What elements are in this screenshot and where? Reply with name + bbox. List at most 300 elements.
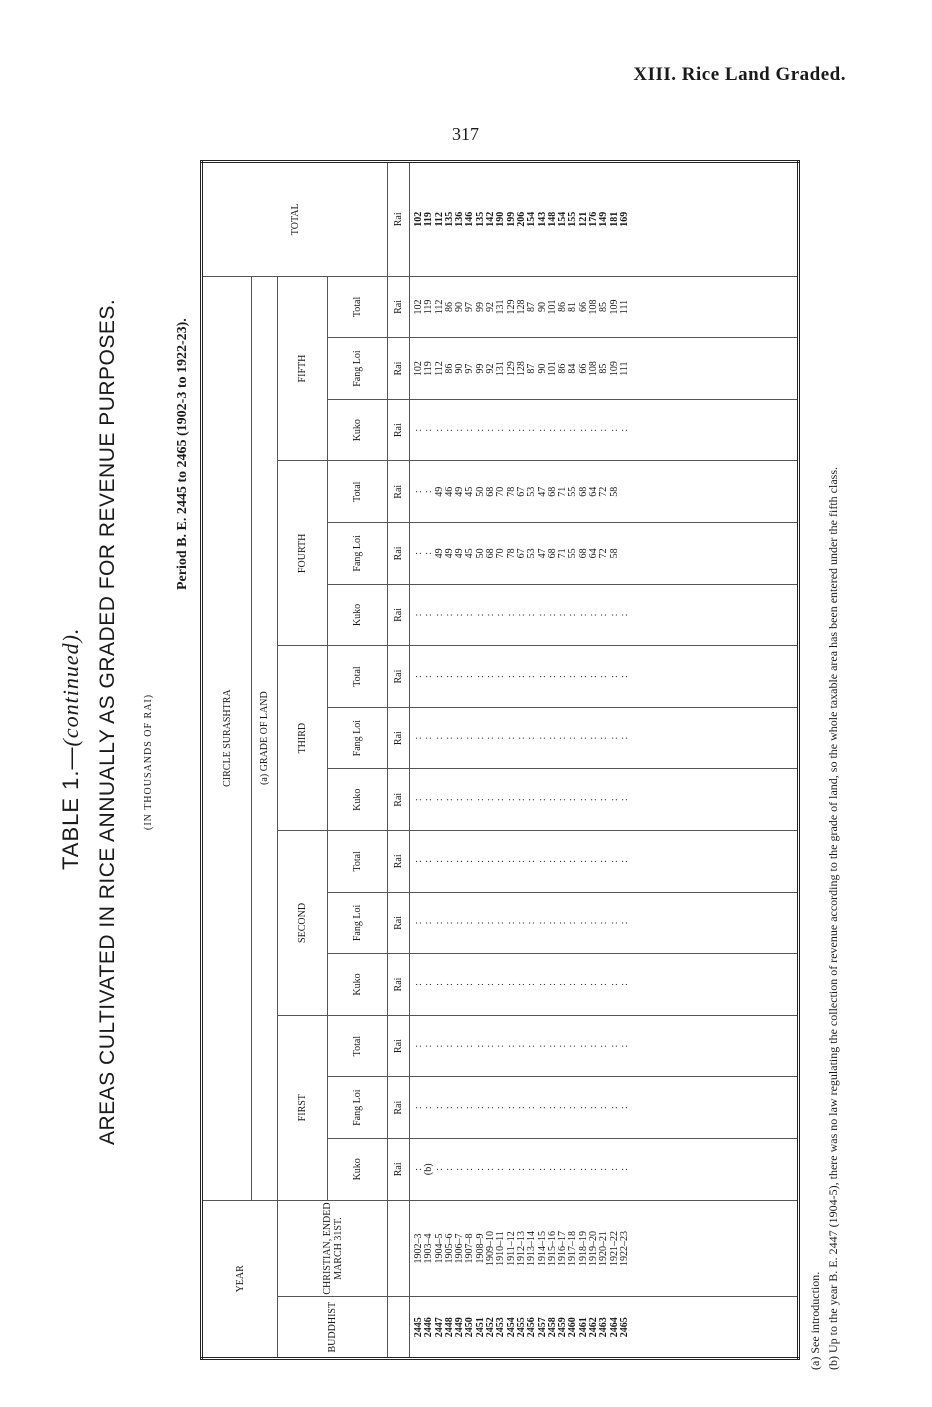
table-cell: 2453 xyxy=(495,1317,507,1338)
table-cell: : xyxy=(495,798,507,802)
subcol-fifth-total: Total xyxy=(328,276,388,338)
table-cell: : xyxy=(598,428,610,432)
table-cell: : xyxy=(433,983,445,986)
buddhist-header: BUDDHIST xyxy=(278,1297,388,1359)
table-cell: 70 xyxy=(495,548,507,559)
table-cell: 90 xyxy=(454,363,466,374)
table-cell: : xyxy=(567,1044,579,1048)
table-cell: : xyxy=(598,1167,610,1171)
table-cell: : xyxy=(433,921,445,925)
grade-header: (a) GRADE OF LAND xyxy=(252,276,278,1200)
table-cell: : xyxy=(567,428,579,432)
table-cell: : xyxy=(505,736,517,740)
table-cell: : xyxy=(598,1106,610,1110)
table-cell: 1921–22 xyxy=(608,1231,620,1266)
table-cell: : xyxy=(464,1044,476,1048)
grade-second: SECOND xyxy=(278,831,328,1016)
table-cell: : xyxy=(443,613,455,617)
table-cell: 2451 xyxy=(474,1317,486,1338)
table-cell: : xyxy=(423,798,435,802)
table-cell: 68 xyxy=(546,486,558,497)
table-cell: : xyxy=(454,613,466,617)
table-cell: : xyxy=(495,1044,507,1048)
table-cell: : xyxy=(608,859,620,863)
table-cell: : xyxy=(454,921,466,925)
table-cell: 109 xyxy=(608,361,620,377)
table-cell: 128 xyxy=(515,361,527,377)
table-cell: 97 xyxy=(464,301,476,312)
table-cell: : xyxy=(413,675,424,678)
table-cell: : xyxy=(588,613,600,617)
unit-rai-total: Rai xyxy=(388,162,410,277)
table-cell: 55 xyxy=(567,548,579,559)
col-empty xyxy=(410,892,799,954)
table-cell: : xyxy=(618,675,630,678)
table-cell: : xyxy=(505,675,517,678)
table-cell: : xyxy=(618,983,630,986)
table-cell: 2445 xyxy=(413,1317,424,1338)
table-cell: : xyxy=(557,859,569,863)
table-cell: 72 xyxy=(598,486,610,497)
table-cell: 2450 xyxy=(464,1317,476,1338)
grade-fifth: FIFTH xyxy=(278,276,328,461)
table-cell: : xyxy=(454,859,466,863)
unit-rai: Rai xyxy=(388,523,410,585)
table-cell: : xyxy=(536,921,548,925)
unit-rai: Rai xyxy=(388,1139,410,1201)
table-cell: : xyxy=(423,1044,435,1048)
table-cell: : xyxy=(464,613,476,617)
table-cell: : xyxy=(464,1167,476,1171)
table-cell: 66 xyxy=(577,363,589,374)
table-cell: 87 xyxy=(526,301,538,312)
table-cell: : xyxy=(608,675,620,678)
table-cell: : xyxy=(577,1044,589,1048)
table-cell: : xyxy=(413,1044,424,1048)
table-cell: : xyxy=(423,675,435,678)
table-cell: 155 xyxy=(567,211,579,227)
table-cell: 143 xyxy=(536,211,548,227)
table-cell: : xyxy=(495,736,507,740)
table-cell: 2460 xyxy=(567,1317,579,1338)
table-cell: : xyxy=(433,613,445,617)
table-cell: 86 xyxy=(443,301,455,312)
table-cell: : xyxy=(464,859,476,863)
table-cell: 85 xyxy=(598,301,610,312)
table-cell: : xyxy=(443,1167,455,1171)
table-cell: : xyxy=(474,613,486,617)
table-cell: : xyxy=(618,428,630,432)
table-cell: 97 xyxy=(464,363,476,374)
table-cell: : xyxy=(433,1167,445,1171)
table-cell: : xyxy=(536,1106,548,1110)
table-cell: 45 xyxy=(464,548,476,559)
table-cell: : xyxy=(413,428,424,432)
table-cell: : xyxy=(546,983,558,986)
table-cell: : xyxy=(433,1044,445,1048)
table-cell: 1912–13 xyxy=(515,1231,527,1266)
subcol-third-total: Total xyxy=(328,646,388,708)
table-cell: 68 xyxy=(485,548,497,559)
table-cell: : xyxy=(526,675,538,678)
table-cell: 111 xyxy=(618,361,630,376)
table-cell: 108 xyxy=(588,361,600,377)
unit-rai: Rai xyxy=(388,831,410,893)
table-cell: 1915–16 xyxy=(546,1231,558,1266)
table-cell: : xyxy=(618,1044,630,1048)
unit-rai: Rai xyxy=(388,584,410,646)
col-empty xyxy=(410,1077,799,1139)
circle-header: CIRCLE SURASHTRA xyxy=(202,276,252,1200)
table-cell: : xyxy=(515,736,527,740)
table-cell: 78 xyxy=(505,548,517,559)
unit-christian xyxy=(388,1200,410,1297)
table-cell: : xyxy=(454,1044,466,1048)
table-cell: : xyxy=(598,613,610,617)
table-cell: : xyxy=(515,921,527,925)
table-cell: : xyxy=(423,1106,435,1110)
table-cell: 119 xyxy=(423,361,435,376)
table-cell: 72 xyxy=(598,548,610,559)
table-cell: : xyxy=(546,798,558,802)
table-cell: : xyxy=(474,859,486,863)
table-cell: 78 xyxy=(505,486,517,497)
table-cell: : xyxy=(495,675,507,678)
unit-rai: Rai xyxy=(388,1015,410,1077)
table-cell: 2456 xyxy=(526,1317,538,1338)
table-cell: : xyxy=(443,983,455,986)
table-cell: 2462 xyxy=(588,1317,600,1338)
table-cell: : xyxy=(577,859,589,863)
table-cell: 71 xyxy=(557,548,569,559)
year-header: YEAR xyxy=(202,1200,278,1358)
table-cell: 136 xyxy=(454,211,466,227)
table-cell: 53 xyxy=(526,486,538,497)
table-cell: 181 xyxy=(608,211,620,227)
title-prefix: TABLE 1.— xyxy=(58,746,83,870)
unit-buddhist xyxy=(388,1297,410,1359)
table-cell: : xyxy=(546,613,558,617)
table-cell: 45 xyxy=(464,486,476,497)
table-cell: : xyxy=(454,428,466,432)
table-cell: : xyxy=(618,1167,630,1171)
table-cell: 2447 xyxy=(433,1317,445,1338)
table-cell: : xyxy=(618,798,630,802)
table-cell: 149 xyxy=(598,211,610,227)
table-cell: : xyxy=(464,798,476,802)
table-cell: : xyxy=(608,1044,620,1048)
table-cell: 129 xyxy=(505,361,517,377)
table-cell: : xyxy=(567,798,579,802)
table-cell: : xyxy=(567,859,579,863)
table-cell: : xyxy=(526,736,538,740)
table-cell: : xyxy=(423,921,435,925)
table-cell: 2459 xyxy=(557,1317,569,1338)
table-cell: 102 xyxy=(413,361,424,377)
table-cell: : xyxy=(557,1167,569,1171)
table-cell: : xyxy=(505,1167,517,1171)
table-cell: 199 xyxy=(505,211,517,227)
table-cell xyxy=(620,461,630,522)
table-cell: 1907–8 xyxy=(464,1233,476,1264)
table-cell: : xyxy=(557,921,569,925)
period-label: Period B. E. 2445 to 2465 (1902-3 to 1922-23). xyxy=(175,318,190,590)
table-cell: : xyxy=(505,983,517,986)
table-cell: : xyxy=(515,428,527,432)
table-cell: : xyxy=(474,675,486,678)
table-cell: : xyxy=(495,428,507,432)
unit-rai: Rai xyxy=(388,892,410,954)
table-cell: : xyxy=(464,983,476,986)
table-cell: 112 xyxy=(433,212,445,227)
table-cell: 50 xyxy=(474,548,486,559)
table-cell: : xyxy=(557,428,569,432)
unit-rai: Rai xyxy=(388,1077,410,1139)
unit-rai: Rai xyxy=(388,338,410,400)
table-cell: : xyxy=(608,428,620,432)
table-cell: : xyxy=(464,736,476,740)
table-cell: 49 xyxy=(443,548,455,559)
table-cell: : xyxy=(567,613,579,617)
table-cell: : xyxy=(618,921,630,925)
table-cell: 81 xyxy=(567,301,579,312)
subcol-second-kuko: Kuko xyxy=(328,954,388,1016)
table-cell: 92 xyxy=(485,301,497,312)
table-cell: 146 xyxy=(464,211,476,227)
table-cell: : xyxy=(557,983,569,986)
table-cell: : xyxy=(433,1106,445,1110)
table-cell: 68 xyxy=(485,486,497,497)
table-cell: : xyxy=(505,613,517,617)
table-cell: : xyxy=(443,921,455,925)
table-cell: : xyxy=(495,1106,507,1110)
table-cell: 2463 xyxy=(598,1317,610,1338)
subcol-first-total: Total xyxy=(328,1015,388,1077)
table-cell: : xyxy=(557,1106,569,1110)
table-cell: : xyxy=(505,859,517,863)
table-cell: : xyxy=(433,675,445,678)
table-cell: : xyxy=(474,428,486,432)
table-cell: : xyxy=(577,613,589,617)
table-cell: : xyxy=(526,798,538,802)
table-cell: 99 xyxy=(474,301,486,312)
table-cell: : xyxy=(474,1044,486,1048)
table-cell: 2455 xyxy=(515,1317,527,1338)
table-cell: 58 xyxy=(608,486,620,497)
table-cell: 1918–19 xyxy=(577,1231,589,1266)
table-cell: : xyxy=(536,859,548,863)
table-cell: : xyxy=(485,613,497,617)
table-cell: : xyxy=(557,736,569,740)
table-cell: 49 xyxy=(454,486,466,497)
table-cell: : xyxy=(526,859,538,863)
total-header: TOTAL xyxy=(202,162,388,277)
table-cell: 109 xyxy=(608,299,620,315)
table-cell: 2446 xyxy=(423,1317,435,1338)
table-cell: (b) xyxy=(423,1163,435,1176)
table-cell: : xyxy=(474,983,486,986)
table-cell: : xyxy=(433,798,445,802)
table-cell: : xyxy=(505,1106,517,1110)
table-cell: 1905–6 xyxy=(443,1233,455,1264)
table-cell: 71 xyxy=(557,486,569,497)
table-cell: : xyxy=(495,921,507,925)
table-cell: : xyxy=(526,1044,538,1048)
table-cell: 50 xyxy=(474,486,486,497)
table-cell: 1902–3 xyxy=(413,1233,424,1264)
table-cell: : xyxy=(546,859,558,863)
table-cell: : xyxy=(608,921,620,925)
table-cell: : xyxy=(588,921,600,925)
table-cell: : xyxy=(485,921,497,925)
table-cell: : xyxy=(423,613,435,617)
subcol-second-fang-loi: Fang Loi xyxy=(328,892,388,954)
col-empty xyxy=(410,769,799,831)
table-cell: 67 xyxy=(515,548,527,559)
table-cell: : xyxy=(423,983,435,986)
table-cell: 131 xyxy=(495,361,507,377)
table-cell: : xyxy=(515,1167,527,1171)
col-grand-total xyxy=(410,162,799,277)
table-cell: : xyxy=(474,798,486,802)
table-cell: : xyxy=(443,675,455,678)
footnote-a: (a) See introduction. xyxy=(808,1271,822,1370)
table-cell: : xyxy=(464,675,476,678)
col-fifth-kuko xyxy=(410,399,799,461)
table-cell: : xyxy=(598,921,610,925)
table-cell: : xyxy=(495,613,507,617)
table-cell: : xyxy=(588,1106,600,1110)
table-cell: : xyxy=(588,675,600,678)
table-cell: : xyxy=(515,1106,527,1110)
table-cell: : xyxy=(413,613,424,617)
table-cell: : xyxy=(536,1044,548,1048)
table-cell: : xyxy=(495,859,507,863)
table-cell: 102 xyxy=(413,211,424,227)
table-cell: : xyxy=(485,983,497,986)
table-cell: 68 xyxy=(577,548,589,559)
table-cell: : xyxy=(546,675,558,678)
table-cell: 154 xyxy=(557,211,569,227)
grade-first: FIRST xyxy=(278,1015,328,1200)
col-empty xyxy=(410,646,799,708)
table-cell: : xyxy=(443,798,455,802)
table-cell: : xyxy=(598,983,610,986)
table-cell: : xyxy=(495,1167,507,1171)
table-cell: : xyxy=(515,675,527,678)
table-cell: 2458 xyxy=(546,1317,558,1338)
unit-rai: Rai xyxy=(388,399,410,461)
table-cell: 49 xyxy=(433,548,445,559)
table-cell: : xyxy=(474,736,486,740)
table-cell: : xyxy=(618,736,630,740)
table-cell: : xyxy=(526,921,538,925)
table-cell: 66 xyxy=(577,301,589,312)
table-cell: : xyxy=(454,1167,466,1171)
table-cell: : xyxy=(608,798,620,802)
table-cell: : xyxy=(526,1167,538,1171)
table-cell: 1914–15 xyxy=(536,1231,548,1266)
col-fourth-kuko xyxy=(410,584,799,646)
table-cell: 1922–23 xyxy=(618,1231,630,1266)
table-cell: : xyxy=(567,983,579,986)
table-cell: : xyxy=(577,736,589,740)
table-cell: 64 xyxy=(588,548,600,559)
table-subtitle: AREAS CULTIVATED IN RICE ANNUALLY AS GRADED FOR REVENUE PURPOSES. xyxy=(96,298,119,1145)
table-cell: : xyxy=(526,428,538,432)
table-cell: 86 xyxy=(443,363,455,374)
table-cell: : xyxy=(567,1106,579,1110)
table-cell: : xyxy=(485,675,497,678)
table-cell: : xyxy=(413,983,424,986)
table-cell: : xyxy=(505,1044,517,1048)
table-cell: : xyxy=(413,736,424,740)
table-cell: : xyxy=(536,736,548,740)
table-cell: : xyxy=(505,428,517,432)
table-cell: : xyxy=(608,1167,620,1171)
table-cell: : xyxy=(423,490,435,494)
table-cell: 49 xyxy=(454,548,466,559)
table-cell: : xyxy=(485,1106,497,1110)
table-cell: : xyxy=(567,1167,579,1171)
table-cell: : xyxy=(485,1167,497,1171)
table-cell: 176 xyxy=(588,211,600,227)
table-cell: 2448 xyxy=(443,1317,455,1338)
table-cell: 46 xyxy=(443,486,455,497)
table-cell: : xyxy=(618,859,630,863)
table-cell: 142 xyxy=(485,211,497,227)
col-christian-year xyxy=(410,1200,799,1297)
units-note: (IN THOUSANDS OF RAI) xyxy=(143,693,154,830)
table-cell: : xyxy=(608,1106,620,1110)
table-cell: : xyxy=(443,428,455,432)
table-cell: : xyxy=(588,736,600,740)
table-cell: : xyxy=(546,921,558,925)
table-cell: : xyxy=(454,736,466,740)
table-cell: : xyxy=(567,675,579,678)
table-cell: : xyxy=(557,1044,569,1048)
table-cell: 67 xyxy=(515,486,527,497)
table-cell: 68 xyxy=(577,486,589,497)
table-cell: : xyxy=(464,1106,476,1110)
table-cell: 1908–9 xyxy=(474,1233,486,1264)
col-buddhist-year xyxy=(410,1297,799,1359)
table-cell: : xyxy=(588,983,600,986)
table-cell: 1906–7 xyxy=(454,1233,466,1264)
table-cell: : xyxy=(588,1167,600,1171)
table-cell: : xyxy=(526,983,538,986)
table-cell: : xyxy=(423,859,435,863)
subcol-fourth-kuko: Kuko xyxy=(328,584,388,646)
table-cell: : xyxy=(557,675,569,678)
table-cell: 102 xyxy=(413,299,424,315)
table-cell: 135 xyxy=(443,211,455,227)
subcol-fourth-total: Total xyxy=(328,461,388,523)
table-cell: 112 xyxy=(433,299,445,315)
table-cell: : xyxy=(505,921,517,925)
table-cell: : xyxy=(485,859,497,863)
col-empty xyxy=(410,1139,799,1201)
table-cell: : xyxy=(536,428,548,432)
table-cell: : xyxy=(423,428,435,432)
table-cell: : xyxy=(567,736,579,740)
page-number: 317 xyxy=(452,124,479,144)
table-cell: 121 xyxy=(577,211,589,227)
unit-rai: Rai xyxy=(388,461,410,523)
table-cell: : xyxy=(546,1167,558,1171)
table-cell: : xyxy=(577,798,589,802)
table-cell: : xyxy=(515,1044,527,1048)
